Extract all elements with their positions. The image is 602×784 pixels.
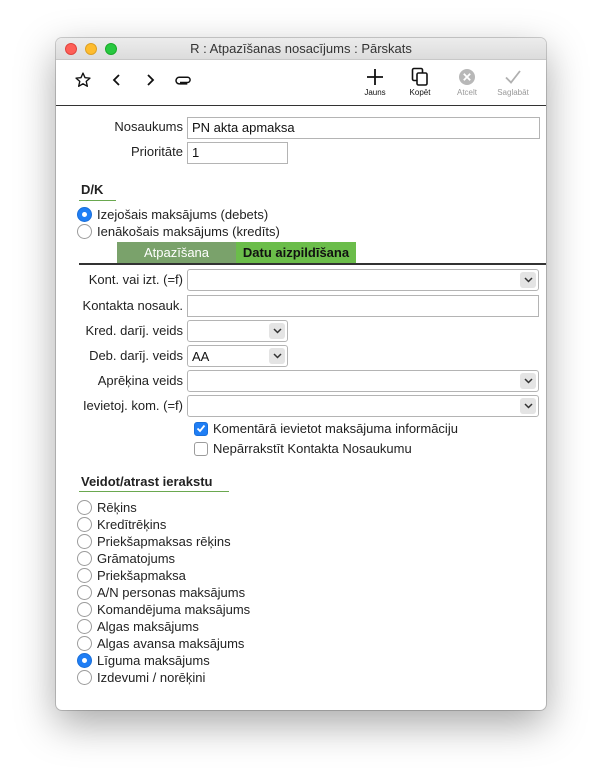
- record-option-label: Līguma maksājums: [97, 653, 210, 668]
- record-option-label: A/N personas maksājums: [97, 585, 246, 600]
- tab-data-fill[interactable]: Datu aizpildīšana: [236, 242, 356, 263]
- checkbox[interactable]: [194, 422, 208, 436]
- checkmark-icon: [491, 66, 535, 88]
- name-label: Nosaukums: [114, 119, 183, 134]
- record-option-salary-advance[interactable]: [77, 635, 244, 652]
- chevron-right-icon[interactable]: [140, 70, 160, 90]
- priority-field[interactable]: 1: [187, 142, 288, 164]
- deb-type-label: Deb. darīj. veids: [89, 348, 183, 363]
- dk-section-underline: [79, 200, 116, 201]
- record-option-label: Grāmatojums: [97, 551, 176, 566]
- checkbox[interactable]: [194, 442, 208, 456]
- checkbox-label: Komentārā ievietot maksājuma informāciju: [213, 421, 458, 436]
- chevron-down-icon: [520, 373, 536, 389]
- contact-name-label: Kontakta nosauk.: [82, 298, 183, 313]
- record-option-journal-entry[interactable]: [77, 550, 175, 567]
- dk-option-label: Ienākošais maksājums (kredīts): [97, 224, 280, 239]
- record-option-label: Komandējuma maksājums: [97, 602, 251, 617]
- tab-divider: [79, 263, 546, 265]
- window-title: R : Atpazīšanas nosacījums : Pārskats: [190, 41, 412, 56]
- chevron-left-icon[interactable]: [107, 70, 127, 90]
- star-icon[interactable]: [73, 70, 93, 90]
- plus-icon: [353, 66, 397, 88]
- comment-payment-info-checkbox[interactable]: [194, 420, 458, 437]
- dk-section-title: D/K: [81, 182, 104, 197]
- app-window: [56, 38, 546, 710]
- paperclip-icon[interactable]: [174, 70, 194, 90]
- title-bar: [56, 38, 546, 60]
- chevron-down-icon: [269, 348, 285, 364]
- name-field[interactable]: PN akta apmaksa: [187, 117, 540, 139]
- radio-button[interactable]: [77, 517, 92, 532]
- radio-button[interactable]: [77, 534, 92, 549]
- radio-button[interactable]: [77, 585, 92, 600]
- record-option-credit-note[interactable]: [77, 516, 166, 533]
- radio-button[interactable]: [77, 500, 92, 515]
- record-option-label: Priekšapmaksas rēķins: [97, 534, 231, 549]
- chevron-down-icon: [520, 272, 536, 288]
- record-option-expenses[interactable]: [77, 669, 205, 686]
- radio-button[interactable]: [77, 551, 92, 566]
- priority-label: Prioritāte: [130, 144, 183, 159]
- copy-icon: [398, 66, 442, 88]
- contact-label: Kont. vai izt. (=f): [88, 272, 183, 287]
- cancel-button-label: Atcelt: [456, 88, 477, 97]
- copy-button[interactable]: [398, 66, 442, 102]
- record-option-person-payment[interactable]: [77, 584, 245, 601]
- new-button-label: Jauns: [364, 88, 386, 97]
- record-option-label: Algas maksājums: [97, 619, 199, 634]
- chevron-down-icon: [269, 323, 285, 339]
- records-section-underline: [79, 491, 229, 492]
- form-content: [56, 107, 546, 710]
- radio-button[interactable]: [77, 207, 92, 222]
- contact-select[interactable]: [187, 269, 539, 291]
- record-option-invoice[interactable]: [77, 499, 137, 516]
- deb-type-select[interactable]: [187, 345, 288, 367]
- record-option-salary-payment[interactable]: [77, 618, 199, 635]
- dk-option-label: Izejošais maksājums (debets): [97, 207, 269, 222]
- record-option-travel-payment[interactable]: [77, 601, 250, 618]
- record-option-prepayment[interactable]: [77, 567, 186, 584]
- cancel-button[interactable]: [445, 66, 489, 102]
- tab-recognition[interactable]: Atpazīšana: [117, 242, 236, 263]
- chevron-down-icon: [520, 398, 536, 414]
- cred-type-label: Kred. darīj. veids: [85, 323, 183, 338]
- save-button-label: Saglabāt: [497, 88, 529, 97]
- record-option-contract-payment[interactable]: [77, 652, 210, 669]
- radio-button[interactable]: [77, 568, 92, 583]
- radio-button[interactable]: [77, 619, 92, 634]
- comment-select[interactable]: [187, 395, 539, 417]
- dk-option-debit[interactable]: [77, 206, 268, 223]
- cancel-icon: [445, 66, 489, 88]
- record-option-label: Izdevumi / norēķini: [97, 670, 206, 685]
- new-button[interactable]: [353, 66, 397, 102]
- records-section-title: Veidot/atrast ierakstu: [81, 474, 213, 489]
- record-option-label: Kredītrēķins: [97, 517, 167, 532]
- contact-name-field[interactable]: [187, 295, 539, 317]
- calc-type-select[interactable]: [187, 370, 539, 392]
- no-overwrite-contact-checkbox[interactable]: [194, 440, 412, 457]
- comment-label: Ievietoj. kom. (=f): [82, 398, 183, 413]
- record-option-label: Algas avansa maksājums: [97, 636, 245, 651]
- record-option-prepayment-invoice[interactable]: [77, 533, 231, 550]
- radio-button[interactable]: [77, 602, 92, 617]
- dk-option-credit[interactable]: [77, 223, 280, 240]
- deb-type-select-value: AA: [192, 349, 210, 364]
- calc-type-label: Aprēķina veids: [97, 373, 183, 388]
- radio-button[interactable]: [77, 224, 92, 239]
- radio-button[interactable]: [77, 636, 92, 651]
- cred-type-select[interactable]: [187, 320, 288, 342]
- radio-button[interactable]: [77, 670, 92, 685]
- record-option-label: Priekšapmaksa: [97, 568, 186, 583]
- toolbar: [56, 60, 546, 106]
- checkbox-label: Nepārrakstīt Kontakta Nosaukumu: [213, 441, 412, 456]
- record-option-label: Rēķins: [97, 500, 137, 515]
- radio-button[interactable]: [77, 653, 92, 668]
- save-button[interactable]: [491, 66, 535, 102]
- copy-button-label: Kopēt: [409, 88, 431, 97]
